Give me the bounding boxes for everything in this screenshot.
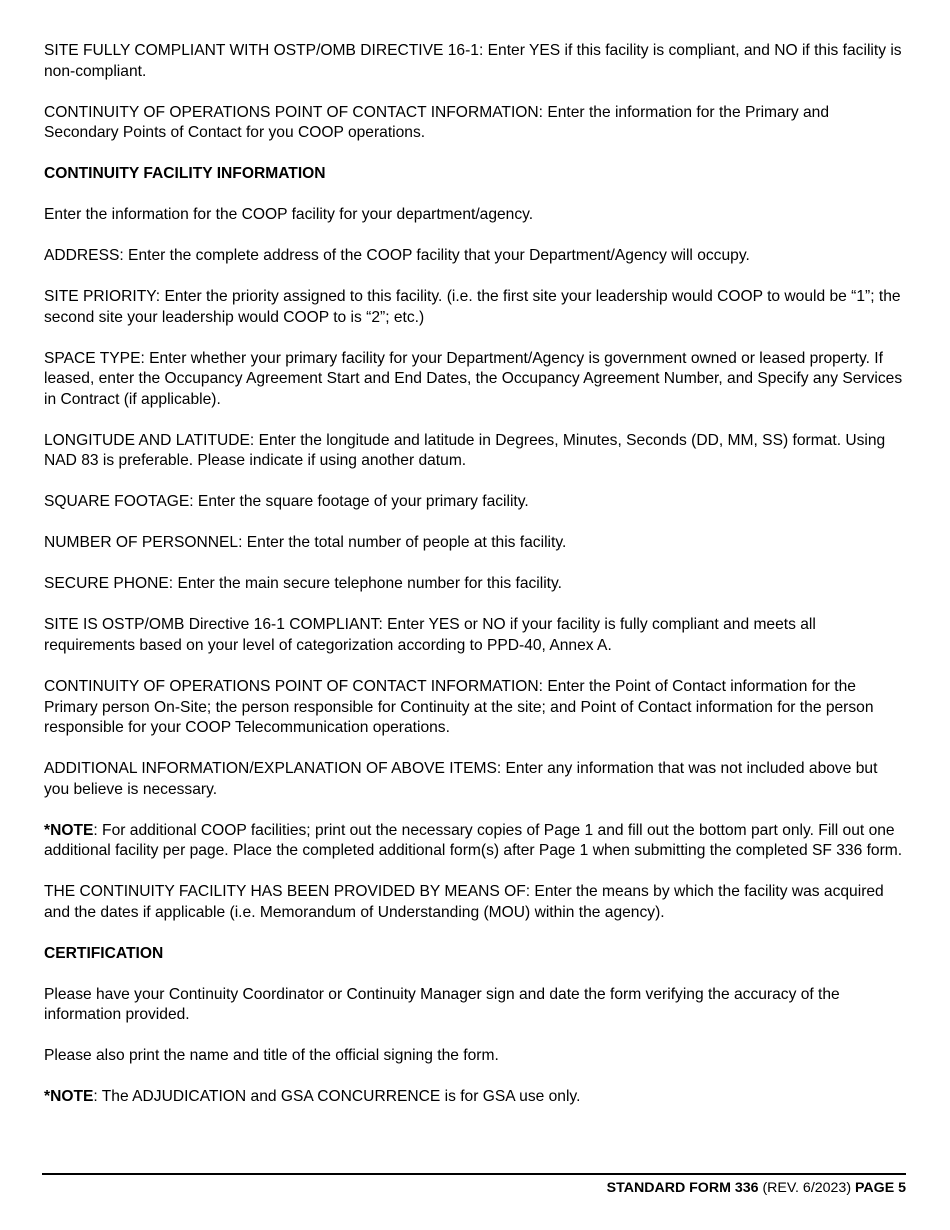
footer-divider <box>42 1173 906 1175</box>
paragraph-square-footage: SQUARE FOOTAGE: Enter the square footage of your primary facility. <box>44 493 529 511</box>
paragraph-certification-sign: Please have your Continuity Coordinator or Continuity Manager sign and date the form verifying the accuracy of the information provided. <box>44 985 840 1024</box>
note-label: *NOTE <box>44 821 94 839</box>
paragraph-coop-poc-onsite: CONTINUITY OF OPERATIONS POINT OF CONTACT INFORMATION: Enter the Point of Contact information for the Primary person On-Site; the person responsible for Continuity at the site; and Point of Contact information for the person responsible for your COOP Telecommunication operations. <box>44 677 874 737</box>
paragraph-facility-intro: Enter the information for the COOP facility for your department/agency. <box>44 206 534 224</box>
paragraph-additional-information: ADDITIONAL INFORMATION/EXPLANATION OF ABOVE ITEMS: Enter any information that was not included above but you believe is necessary. <box>44 760 878 798</box>
paragraph-space-type: SPACE TYPE: Enter whether your primary facility for your Department/Agency is government owned or leased property. If leased, enter the Occupancy Agreement Start and End Dates, the Occupancy Agreement Number, and Specify any Services in Contract (if applicable). <box>44 349 903 408</box>
paragraph-address: ADDRESS: Enter the complete address of the COOP facility that your Department/Agency will occupy. <box>44 247 750 265</box>
note-additional-facilities <box>44 821 906 862</box>
paragraph-site-ostp-compliant: SITE IS OSTP/OMB Directive 16-1 COMPLIANT: Enter YES or NO if your facility is fully compliant and meets all requirements based on your level of categorization according to PPD-40, Annex A. <box>44 616 816 654</box>
footer-form-name: STANDARD FORM 336 <box>606 1180 759 1196</box>
footer-revision: (REV. 6/2023) <box>758 1180 855 1196</box>
paragraph-certification-print-name: Please also print the name and title of the official signing the form. <box>44 1047 499 1065</box>
note-gsa-use-only <box>44 1087 906 1108</box>
paragraph-longitude-latitude: LONGITUDE AND LATITUDE: Enter the longitude and latitude in Degrees, Minutes, Seconds (DD, MM, SS) format. Using NAD 83 is preferable. Please indicate if using another datum. <box>44 431 886 470</box>
paragraph-number-of-personnel: NUMBER OF PERSONNEL: Enter the total number of people at this facility. <box>44 534 567 552</box>
paragraph-secure-phone: SECURE PHONE: Enter the main secure telephone number for this facility. <box>44 575 562 593</box>
heading-certification: CERTIFICATION <box>44 944 164 962</box>
paragraph-coop-poc: CONTINUITY OF OPERATIONS POINT OF CONTACT INFORMATION: Enter the information for the Primary and Secondary Points of Contact for you COOP operations. <box>44 103 830 142</box>
footer-page-number: PAGE 5 <box>855 1180 906 1196</box>
note-text: : The ADJUDICATION and GSA CONCURRENCE is for GSA use only. <box>93 1088 581 1106</box>
heading-continuity-facility-information: CONTINUITY FACILITY INFORMATION <box>44 165 326 183</box>
note-text: : For additional COOP facilities; print out the necessary copies of Page 1 and fill out the bottom part only. Fill out one additional facility per page. Place the completed additional form(s) after Page 1 when submitting the completed SF 336 form. <box>44 821 903 860</box>
paragraph-site-compliant: SITE FULLY COMPLIANT WITH OSTP/OMB DIRECTIVE 16-1: Enter YES if this facility is compliant, and NO if this facility is non-compliant. <box>44 42 902 80</box>
document-body <box>44 41 906 1128</box>
page-footer <box>607 1179 906 1197</box>
paragraph-provided-by-means: THE CONTINUITY FACILITY HAS BEEN PROVIDED BY MEANS OF: Enter the means by which the facility was acquired and the dates if applicable (i.e. Memorandum of Understanding (MOU) within the agency). <box>44 883 884 921</box>
paragraph-site-priority: SITE PRIORITY: Enter the priority assigned to this facility. (i.e. the first site your leadership would COOP to would be “1”; the second site your leadership would COOP to is “2”; etc.) <box>44 288 901 326</box>
note-label: *NOTE <box>44 1088 94 1106</box>
